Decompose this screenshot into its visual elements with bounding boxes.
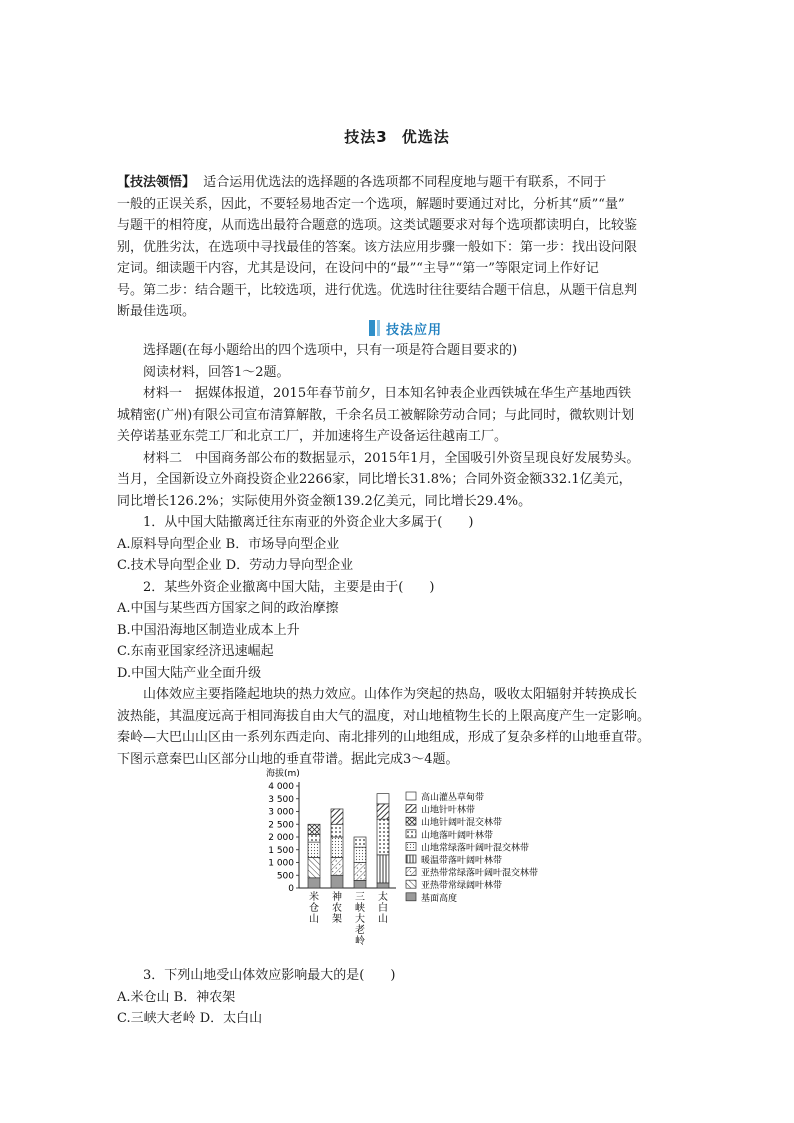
- text-line: 材料二 中国商务部公布的数据显示，2015年1月，全国吸引外资呈现良好发展势头。: [143, 450, 640, 466]
- title-part1: 技法3: [344, 128, 388, 146]
- y-tick-label: 4 000: [268, 782, 294, 792]
- legend-swatch: [406, 842, 416, 850]
- bar-segment: [377, 804, 389, 819]
- legend-swatch: [406, 893, 416, 901]
- bar-segment: [377, 883, 389, 888]
- legend-label: 山地针叶林带: [421, 805, 476, 816]
- text-line: 材料一 据媒体报道，2015年春节前夕，日本知名钟表企业西铁城在华生产基地西铁: [143, 386, 632, 401]
- category-label: 米: [309, 892, 319, 903]
- text-line: 3．下列山地受山体效应影响最大的是( ): [143, 968, 396, 983]
- category-label: 山: [378, 914, 388, 925]
- legend-swatch: [406, 805, 416, 813]
- text-line: 城精密(广州)有限公司宣布清算解散，千余名员工被解除劳动合同；与此同时，微软则计划: [117, 407, 635, 423]
- legend-label: 山地常绿落叶阔叶混交林带: [421, 843, 530, 854]
- bar-segment: [377, 819, 389, 855]
- category-label: 岭: [355, 936, 365, 947]
- text-line: 1．从中国大陆撤离迁往东南亚的外资企业大多属于( ): [143, 515, 474, 530]
- legend-label: 亚热带常绿落叶阔叶混交林带: [421, 868, 539, 879]
- badge-bar-icon: [369, 320, 375, 336]
- legend-label: 暖温带落叶阔叶林带: [421, 856, 503, 866]
- legend-label: 亚热带常绿阔叶林带: [421, 881, 503, 892]
- bar-segment: [331, 837, 343, 857]
- bar-segment: [331, 857, 343, 875]
- text-line: 当月，全国新设立外商投资企业2266家，同比增长31.8%；合同外资金额332.1亿美元，: [117, 472, 632, 487]
- bar-segment: [377, 794, 389, 804]
- intro-line: 别，优胜劣汰，在选项中寻找最佳的答案。该方法应用步骤一般如下：第一步：找出设问限: [117, 239, 638, 255]
- intro-line: 断最佳选项。: [117, 304, 196, 319]
- text-line: 同比增长126.2%；实际使用外资金额139.2亿美元，同比增长29.4%。: [117, 493, 532, 509]
- y-tick-label: 500: [276, 871, 294, 882]
- intro-line: 号。第二步：结合题干，比较选项，进行优选。优选时往往要结合题干信息，从题干信息判: [117, 282, 638, 298]
- bar-segment: [354, 847, 366, 862]
- bar-segment: [354, 880, 366, 888]
- y-tick-label: 2 500: [268, 820, 294, 831]
- intro-line: 定词。细读题干内容，尤其是设问，在设问中的“最”“主导”“第一”等限定词上作好记: [117, 261, 599, 276]
- bar-segment: [331, 824, 343, 837]
- question-3: [117, 965, 677, 1030]
- bar-segment: [354, 863, 366, 881]
- y-axis-label: 海拔(m): [266, 769, 300, 779]
- bar-segment: [331, 809, 343, 824]
- category-label: 农: [332, 903, 342, 914]
- bar-segment: [308, 878, 320, 888]
- y-tick-label: 1 000: [268, 858, 294, 869]
- category-label: 三: [355, 892, 365, 903]
- bar-segment: [354, 837, 366, 847]
- text-line: B.中国沿海地区制造业成本上升: [117, 622, 300, 638]
- intro-line: 一般的正误关系，因此，不要轻易地否定一个选项，解题时要通过对比，分析其“质”“量”: [117, 196, 625, 212]
- y-tick-label: 3 500: [268, 794, 294, 805]
- category-label: 太: [378, 892, 388, 903]
- text-line: 关停诺基亚东莞工厂和北京工厂，并加速将生产设备运往越南工厂。: [117, 429, 508, 444]
- legend-swatch: [406, 880, 416, 888]
- bar-segment: [308, 824, 320, 834]
- legend-swatch: [406, 855, 416, 863]
- bar-segment: [331, 875, 343, 888]
- category-label: 架: [332, 914, 342, 925]
- text-line: 2．某些外资企业撤离中国大陆，主要是由于( ): [143, 579, 435, 595]
- legend-swatch: [406, 792, 416, 800]
- bar-segment: [377, 855, 389, 883]
- legend-label: 高山灌丛草甸带: [421, 793, 485, 803]
- badge-bar-icon: [377, 320, 380, 336]
- text-line: 波热能，其温度远高于相同海拔自由大气的温度，对山地植物生长的上限高度产生一定影响。: [117, 708, 651, 724]
- category-label: 大: [355, 914, 365, 925]
- text-line: A.中国与某些西方国家之间的政治摩擦: [117, 601, 339, 616]
- legend-swatch: [406, 830, 416, 838]
- category-label: 老: [355, 925, 365, 936]
- title-part2: 优选法: [401, 128, 450, 146]
- category-label: 白: [378, 903, 388, 914]
- category-label: 峡: [355, 903, 365, 914]
- legend-swatch: [406, 868, 416, 876]
- intro-tag: 【技法领悟】: [117, 175, 196, 190]
- vegetation-zone-chart: [262, 762, 592, 962]
- text-line: 秦岭—大巴山山区由一系列东西走向、南北排列的山地组成，形成了复杂多样的山地垂直带。: [117, 730, 651, 745]
- section-badge-label: 技法应用: [386, 322, 443, 338]
- category-label: 山: [309, 914, 319, 925]
- bar-segment: [308, 842, 320, 857]
- category-label: 仓: [309, 903, 319, 914]
- legend-label: 基面高度: [421, 893, 458, 904]
- text-line: D.中国大陆产业全面升级: [117, 665, 262, 681]
- y-tick-label: 0: [288, 884, 294, 894]
- text-line: A.米仓山 B．神农架: [117, 989, 236, 1005]
- bar-segment: [308, 834, 320, 842]
- intro-line: 与题干的相符度，从而选出最符合题意的选项。这类试题要求对每个选项都读明白，比较鉴: [117, 218, 638, 233]
- category-label: 神: [332, 892, 342, 903]
- text-line: C.三峡大老岭 D．太白山: [117, 1011, 263, 1026]
- intro-line: 适合运用优选法的选择题的各选项都不同程度地与题干有联系，不同于: [203, 175, 607, 190]
- legend-swatch: [406, 817, 416, 825]
- page-title: [0, 126, 794, 147]
- text-line: 选择题(在每小题给出的四个选项中，只有一项是符合题目要求的): [143, 343, 518, 358]
- text-line: 阅读材料，回答1～2题。: [143, 364, 290, 380]
- y-tick-label: 3 000: [268, 807, 294, 818]
- intro-paragraph: [117, 172, 677, 323]
- text-line: 山体效应主要指隆起地块的热力效应。山体作为突起的热岛，吸收太阳辐射并转换成长: [143, 687, 638, 702]
- legend-label: 山地落叶阔叶林带: [421, 830, 494, 841]
- y-tick-label: 1 500: [268, 845, 294, 856]
- question-body: [117, 340, 677, 770]
- text-line: 下图示意秦巴山区部分山地的垂直带谱。据此完成3～4题。: [117, 751, 459, 767]
- text-line: C.东南亚国家经济迅速崛起: [117, 644, 274, 659]
- text-line: C.技术导向型企业 D．劳动力导向型企业: [117, 558, 354, 573]
- y-tick-label: 2 000: [268, 833, 294, 843]
- legend-label: 山地针阔叶混交林带: [421, 818, 503, 829]
- text-line: A.原料导向型企业 B．市场导向型企业: [117, 536, 340, 552]
- bar-segment: [308, 857, 320, 877]
- section-badge: [369, 318, 442, 338]
